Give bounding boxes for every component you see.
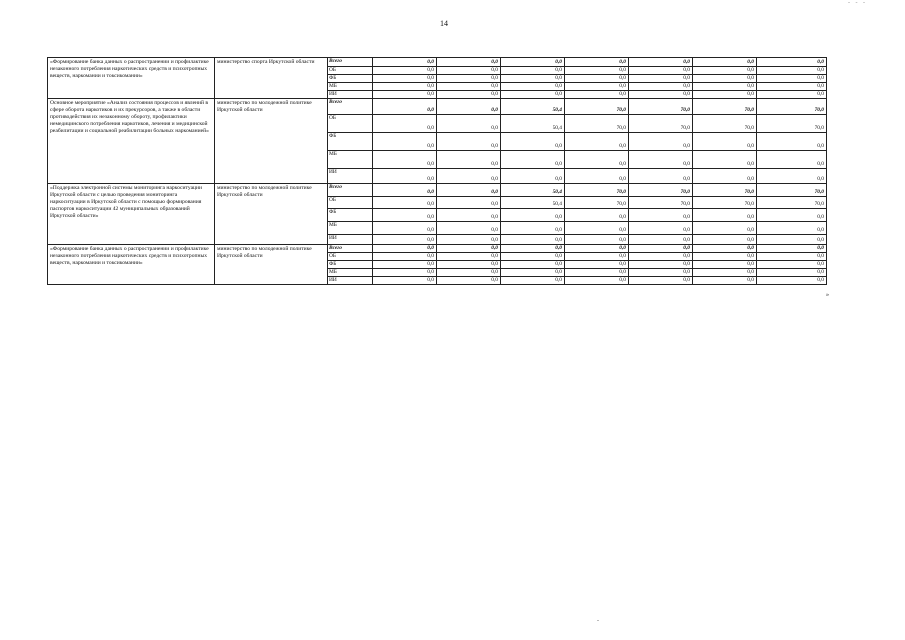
amount-cell: 0,0 bbox=[437, 245, 501, 253]
amount-cell: 70,0 bbox=[693, 197, 757, 209]
amount-cell: 0,0 bbox=[373, 277, 437, 285]
funding-source: ИИ bbox=[328, 91, 373, 99]
funding-source: ИИ bbox=[328, 235, 373, 245]
amount-cell: 0,0 bbox=[565, 253, 629, 261]
amount-cell: 0,0 bbox=[373, 91, 437, 99]
amount-cell: 50,4 bbox=[501, 197, 565, 209]
amount-cell: 0,0 bbox=[501, 277, 565, 285]
amount-cell: 0,0 bbox=[565, 67, 629, 75]
amount-cell: 0,0 bbox=[373, 169, 437, 184]
amount-cell: 0,0 bbox=[373, 209, 437, 222]
amount-cell: 0,0 bbox=[501, 58, 565, 67]
amount-cell: 0,0 bbox=[757, 151, 827, 169]
amount-cell: 70,0 bbox=[757, 197, 827, 209]
amount-cell: 0,0 bbox=[373, 99, 437, 115]
amount-cell: 0,0 bbox=[629, 245, 693, 253]
amount-cell: 0,0 bbox=[693, 83, 757, 91]
amount-cell: 0,0 bbox=[501, 91, 565, 99]
amount-cell: 0,0 bbox=[629, 83, 693, 91]
amount-cell: 0,0 bbox=[693, 253, 757, 261]
amount-cell: 0,0 bbox=[501, 235, 565, 245]
amount-cell: 0,0 bbox=[501, 67, 565, 75]
amount-cell: 0,0 bbox=[437, 99, 501, 115]
amount-cell: 0,0 bbox=[501, 222, 565, 235]
amount-cell: 0,0 bbox=[437, 151, 501, 169]
amount-cell: 70,0 bbox=[757, 99, 827, 115]
amount-cell: 0,0 bbox=[693, 169, 757, 184]
amount-cell: 0,0 bbox=[629, 151, 693, 169]
funding-source: ОБ bbox=[328, 67, 373, 75]
amount-cell: 0,0 bbox=[757, 83, 827, 91]
amount-cell: 0,0 bbox=[629, 261, 693, 269]
amount-cell: 0,0 bbox=[373, 75, 437, 83]
amount-cell: 0,0 bbox=[373, 245, 437, 253]
funding-source: Всего bbox=[328, 184, 373, 197]
amount-cell: 0,0 bbox=[437, 222, 501, 235]
amount-cell: 0,0 bbox=[437, 184, 501, 197]
responsible-executor: министерство по молодежной политике Иркутской области bbox=[215, 184, 328, 245]
amount-cell: 0,0 bbox=[501, 245, 565, 253]
table-row bbox=[48, 58, 827, 67]
amount-cell: 0,0 bbox=[629, 58, 693, 67]
amount-cell: 0,0 bbox=[693, 67, 757, 75]
measure-description: «Поддержка электронной системы мониторинга наркоситуации Иркутской области с целью проведения мониторинга наркоситуации в Иркутской области с помощью формирования паспортов наркоситуации 42 муниципальных образований Иркутской области» bbox=[48, 184, 215, 245]
funding-source: ОБ bbox=[328, 197, 373, 209]
amount-cell: 0,0 bbox=[629, 67, 693, 75]
amount-cell: 70,0 bbox=[693, 184, 757, 197]
amount-cell: 0,0 bbox=[757, 269, 827, 277]
amount-cell: 0,0 bbox=[693, 245, 757, 253]
funding-source: МБ bbox=[328, 83, 373, 91]
amount-cell: 0,0 bbox=[693, 222, 757, 235]
amount-cell: 0,0 bbox=[373, 269, 437, 277]
amount-cell: 0,0 bbox=[565, 245, 629, 253]
table-row bbox=[48, 99, 827, 115]
amount-cell: 0,0 bbox=[565, 58, 629, 67]
funding-source: ФБ bbox=[328, 133, 373, 151]
amount-cell: 0,0 bbox=[629, 277, 693, 285]
amount-cell: 0,0 bbox=[629, 253, 693, 261]
amount-cell: 0,0 bbox=[565, 269, 629, 277]
amount-cell: 0,0 bbox=[693, 261, 757, 269]
amount-cell: 0,0 bbox=[373, 253, 437, 261]
amount-cell: 50,4 bbox=[501, 115, 565, 133]
amount-cell: 0,0 bbox=[629, 269, 693, 277]
responsible-executor: министерство по молодежной политике Иркутской области bbox=[215, 245, 328, 285]
funding-source: ИИ bbox=[328, 169, 373, 184]
amount-cell: 0,0 bbox=[501, 75, 565, 83]
amount-cell: 0,0 bbox=[501, 151, 565, 169]
amount-cell: 0,0 bbox=[757, 67, 827, 75]
amount-cell: 70,0 bbox=[629, 99, 693, 115]
amount-cell: 0,0 bbox=[437, 133, 501, 151]
funding-source: ОБ bbox=[328, 115, 373, 133]
amount-cell: 0,0 bbox=[501, 269, 565, 277]
funding-source: ИИ bbox=[328, 277, 373, 285]
amount-cell: 0,0 bbox=[693, 209, 757, 222]
page-number: 14 bbox=[440, 19, 448, 28]
funding-source: ФБ bbox=[328, 75, 373, 83]
amount-cell: 50,4 bbox=[501, 99, 565, 115]
amount-cell: 0,0 bbox=[693, 269, 757, 277]
amount-cell: 0,0 bbox=[437, 253, 501, 261]
amount-cell: 0,0 bbox=[693, 91, 757, 99]
amount-cell: 0,0 bbox=[757, 58, 827, 67]
amount-cell: 0,0 bbox=[437, 75, 501, 83]
amount-cell: 0,0 bbox=[693, 58, 757, 67]
funding-source: Всего bbox=[328, 99, 373, 115]
amount-cell: 0,0 bbox=[373, 235, 437, 245]
table-body bbox=[48, 58, 827, 285]
amount-cell: 70,0 bbox=[629, 197, 693, 209]
funding-source: ФБ bbox=[328, 261, 373, 269]
amount-cell: 0,0 bbox=[757, 133, 827, 151]
funding-source: Всего bbox=[328, 58, 373, 67]
amount-cell: 70,0 bbox=[565, 99, 629, 115]
amount-cell: 70,0 bbox=[693, 99, 757, 115]
amount-cell: 0,0 bbox=[437, 67, 501, 75]
amount-cell: 0,0 bbox=[437, 277, 501, 285]
amount-cell: 0,0 bbox=[565, 169, 629, 184]
measure-description: «Формирование банка данных о распространении и профилактике незаконного потребления наркотических средств и психотропных веществ, наркомании и токсикомании» bbox=[48, 58, 215, 99]
amount-cell: 0,0 bbox=[501, 253, 565, 261]
funding-source: МБ bbox=[328, 269, 373, 277]
funding-source: ОБ bbox=[328, 253, 373, 261]
amount-cell: 0,0 bbox=[757, 245, 827, 253]
funding-source: ФБ bbox=[328, 209, 373, 222]
table-row bbox=[48, 184, 827, 197]
funding-source: МБ bbox=[328, 222, 373, 235]
table-row bbox=[48, 245, 827, 253]
amount-cell: 0,0 bbox=[629, 75, 693, 83]
amount-cell: 70,0 bbox=[565, 115, 629, 133]
amount-cell: 70,0 bbox=[693, 115, 757, 133]
amount-cell: 70,0 bbox=[757, 115, 827, 133]
amount-cell: 0,0 bbox=[565, 209, 629, 222]
scan-speck bbox=[597, 620, 599, 621]
closing-quote: » bbox=[826, 292, 829, 298]
amount-cell: 0,0 bbox=[757, 235, 827, 245]
amount-cell: 0,0 bbox=[629, 133, 693, 151]
amount-cell: 0,0 bbox=[757, 75, 827, 83]
budget-table bbox=[47, 57, 827, 285]
amount-cell: 0,0 bbox=[565, 235, 629, 245]
amount-cell: 0,0 bbox=[437, 169, 501, 184]
amount-cell: 0,0 bbox=[565, 261, 629, 269]
amount-cell: 0,0 bbox=[373, 83, 437, 91]
amount-cell: 0,0 bbox=[373, 115, 437, 133]
amount-cell: 0,0 bbox=[565, 133, 629, 151]
amount-cell: 0,0 bbox=[437, 261, 501, 269]
amount-cell: 0,0 bbox=[693, 75, 757, 83]
amount-cell: 0,0 bbox=[373, 222, 437, 235]
amount-cell: 70,0 bbox=[629, 115, 693, 133]
amount-cell: 0,0 bbox=[565, 75, 629, 83]
amount-cell: 0,0 bbox=[757, 261, 827, 269]
amount-cell: 0,0 bbox=[501, 209, 565, 222]
amount-cell: 0,0 bbox=[501, 133, 565, 151]
amount-cell: 0,0 bbox=[629, 209, 693, 222]
amount-cell: 0,0 bbox=[373, 197, 437, 209]
amount-cell: 0,0 bbox=[437, 269, 501, 277]
funding-source: Всего bbox=[328, 245, 373, 253]
amount-cell: 0,0 bbox=[629, 222, 693, 235]
amount-cell: 0,0 bbox=[757, 222, 827, 235]
amount-cell: 0,0 bbox=[437, 209, 501, 222]
measure-description: Основное мероприятие «Анализ состояния процессов и явлений в сфере оборота наркотиков и их прекурсоров, а также в области противодействия их незаконному обороту, профилактики немедицинского потребления наркотиков, лечения и медицинской реабилитации и социальной реабилитации больных наркоманией» bbox=[48, 99, 215, 184]
amount-cell: 0,0 bbox=[501, 83, 565, 91]
amount-cell: 0,0 bbox=[373, 261, 437, 269]
amount-cell: 0,0 bbox=[437, 235, 501, 245]
amount-cell: 0,0 bbox=[693, 277, 757, 285]
amount-cell: 0,0 bbox=[501, 169, 565, 184]
amount-cell: 0,0 bbox=[629, 91, 693, 99]
amount-cell: 0,0 bbox=[565, 151, 629, 169]
amount-cell: 0,0 bbox=[437, 197, 501, 209]
amount-cell: 0,0 bbox=[437, 58, 501, 67]
amount-cell: 0,0 bbox=[501, 261, 565, 269]
amount-cell: 0,0 bbox=[373, 58, 437, 67]
amount-cell: 0,0 bbox=[757, 209, 827, 222]
amount-cell: 0,0 bbox=[437, 115, 501, 133]
amount-cell: 0,0 bbox=[565, 277, 629, 285]
amount-cell: 70,0 bbox=[629, 184, 693, 197]
amount-cell: 0,0 bbox=[693, 133, 757, 151]
responsible-executor: министерство по молодежной политике Иркутской области bbox=[215, 99, 328, 184]
amount-cell: 50,4 bbox=[501, 184, 565, 197]
amount-cell: 70,0 bbox=[757, 184, 827, 197]
amount-cell: 0,0 bbox=[373, 133, 437, 151]
amount-cell: 70,0 bbox=[565, 184, 629, 197]
amount-cell: 0,0 bbox=[565, 91, 629, 99]
funding-source: МБ bbox=[328, 151, 373, 169]
amount-cell: 0,0 bbox=[629, 169, 693, 184]
amount-cell: 0,0 bbox=[757, 91, 827, 99]
amount-cell: 0,0 bbox=[565, 222, 629, 235]
amount-cell: 0,0 bbox=[757, 169, 827, 184]
amount-cell: 0,0 bbox=[693, 151, 757, 169]
amount-cell: 70,0 bbox=[565, 197, 629, 209]
amount-cell: 0,0 bbox=[373, 67, 437, 75]
amount-cell: 0,0 bbox=[437, 91, 501, 99]
amount-cell: 0,0 bbox=[757, 253, 827, 261]
responsible-executor: министерство спорта Иркутской области bbox=[215, 58, 328, 99]
amount-cell: 0,0 bbox=[629, 235, 693, 245]
amount-cell: 0,0 bbox=[693, 235, 757, 245]
measure-description: «Формирование банка данных о распространении и профилактике незаконного потребления наркотических средств и психотропных веществ, наркомании и токсикомании» bbox=[48, 245, 215, 285]
amount-cell: 0,0 bbox=[437, 83, 501, 91]
amount-cell: 0,0 bbox=[373, 184, 437, 197]
amount-cell: 0,0 bbox=[757, 277, 827, 285]
amount-cell: 0,0 bbox=[565, 83, 629, 91]
corner-mark: - - - bbox=[848, 0, 867, 6]
amount-cell: 0,0 bbox=[373, 151, 437, 169]
